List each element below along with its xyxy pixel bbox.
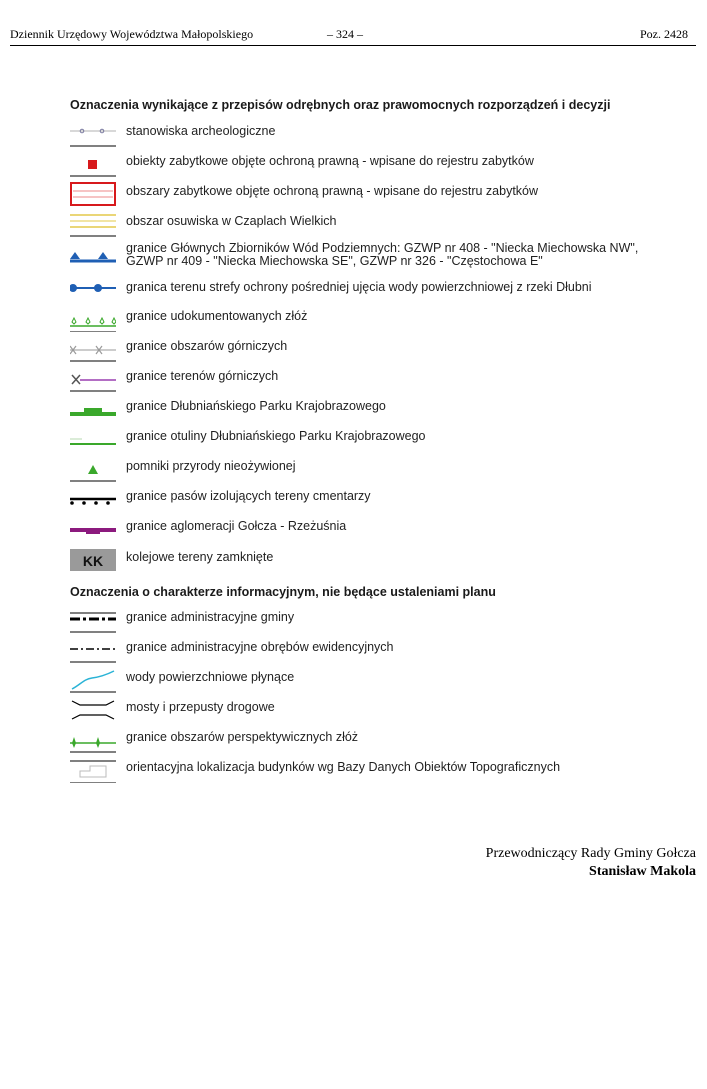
legend-label: granice udokumentowanych złóż [126,309,308,323]
landscape-park-boundary-symbol [70,392,116,422]
legend-row [70,723,690,753]
legend-row [70,273,690,303]
mining-area-symbol [70,332,116,362]
legend-row [70,452,690,482]
legend-label: granice obszarów perspektywicznych złóż [126,730,359,744]
legend-row [70,753,690,783]
page-number: – 324 – [327,27,363,41]
monument-area-symbol [70,177,116,207]
journal-title: Dziennik Urzędowy Województwa Małopolskiego [10,27,254,41]
legend-row [70,482,690,512]
legend-label: wody powierzchniowe płynące [126,670,295,684]
municipality-boundary-symbol [70,603,116,633]
section-title-informational: Oznaczenia o charakterze informacyjnym, nie będące ustaleniami planu [70,585,496,599]
legend-row [70,603,690,633]
legend-label: obszary zabytkowe objęte ochroną prawną - wpisane do rejestru zabytków [126,184,539,198]
legend-label: orientacyjna lokalizacja budynków wg Bazy Danych Obiektów Topograficznych [126,760,561,774]
legend-label: granice pasów izolujących tereny cmentarzy [126,489,371,503]
monument-object-symbol [70,147,116,177]
legend-label: stanowiska archeologiczne [126,124,276,138]
legend-row [70,332,690,362]
cadastral-district-boundary-symbol [70,633,116,663]
legend-label: granica terenu strefy ochrony pośredniej ujęcia wody powierzchniowej z rzeki Dłubni [126,280,592,294]
kk-symbol-text: KK [82,553,104,569]
legend-label: kolejowe tereny zamknięte [126,550,274,564]
groundwater-reservoir-symbol [70,237,116,267]
signature-name: Stanisław Makola [589,864,696,879]
legend-label: granice administracyjne obrębów ewidencyjnych [126,640,394,654]
legend-row [70,422,690,452]
position-number: Poz. 2428 [640,27,688,41]
cemetery-isolation-belt-symbol [70,482,116,512]
bridge-culvert-symbol [70,693,116,723]
section-title-legal: Oznaczenia wynikające z przepisów odrębnych oraz prawomocnych rozporządzeń i decyzji [70,98,611,112]
railway-closed-area-symbol [70,543,116,573]
legend-row [70,543,690,573]
mining-terrain-symbol [70,362,116,392]
legend-label: obszar osuwiska w Czaplach Wielkich [126,214,337,228]
legend-row [70,207,690,237]
legend-label: granice otuliny Dłubniańskiego Parku Krajobrazowego [126,429,426,443]
natural-monument-symbol [70,452,116,482]
legend-row [70,362,690,392]
surface-water-symbol [70,663,116,693]
legend-label: obiekty zabytkowe objęte ochroną prawną - wpisane do rejestru zabytków [126,154,534,168]
park-buffer-boundary-symbol [70,422,116,452]
legend-row [70,392,690,422]
legend-row [70,177,690,207]
legend-row [70,237,690,267]
legend-row [70,302,690,332]
legend-label: granice Dłubniańskiego Parku Krajobrazowego [126,399,386,413]
legend-label: granice Głównych Zbiorników Wód Podziemnych: GZWP nr 408 - "Niecka Miechowska NW", GZWP nr 409 - "Niecka Miechowska SE", GZWP nr 326 - "Częstochowa E" [126,241,639,268]
legend-row [70,147,690,177]
legend-row [70,512,690,542]
prospective-deposit-boundary-symbol [70,723,116,753]
signature-title: Przewodniczący Rady Gminy Gołcza [485,846,696,861]
archaeological-site-symbol [70,117,116,147]
agglomeration-boundary-symbol [70,512,116,542]
legend-label: granice administracyjne gminy [126,610,295,624]
legend-label: mosty i przepusty drogowe [126,700,275,714]
legend-row [70,663,690,693]
legend-row [70,693,690,723]
legend-label: granice aglomeracji Gołcza - Rzeżuśnia [126,519,347,533]
legend-label: pomniki przyrody nieożywionej [126,459,296,473]
legend-label: granice terenów górniczych [126,369,279,383]
header-divider [10,45,696,46]
legend-row [70,633,690,663]
landslide-area-symbol [70,207,116,237]
deposit-boundary-symbol [70,302,116,332]
building-location-symbol [70,753,116,783]
legend-row [70,117,690,147]
legend-label: granice obszarów górniczych [126,339,288,353]
water-intake-protection-symbol [70,273,116,303]
